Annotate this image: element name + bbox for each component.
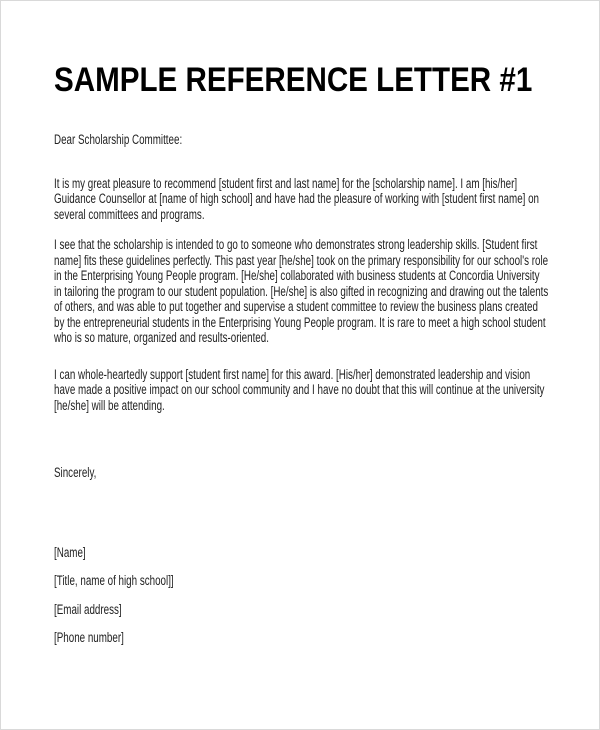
closing: Sincerely, xyxy=(54,465,97,480)
signature-email-placeholder: [Email address] xyxy=(54,601,122,617)
signature-phone-placeholder: [Phone number] xyxy=(54,630,124,645)
signature-name-placeholder: [Name] xyxy=(54,544,86,560)
letter-body xyxy=(54,132,548,646)
paragraph-leadership: I see that the scholarship is intended to go to someone who demonstrates strong leadership skills. [Student first name] fits these guidelines perfectly. This past year [he/she] took on the primary responsibility for our school's role in the Enterprising Young People program. [He/she] collaborated with business students at Concordia University in tailoring the program to our student population. [He/she] is also gifted in recognizing and drawing out the talents of others, and was able to put together and supervise a student committee to review the business plans created by the entrepreneurial students in the Enterprising Young People program. It is rare to meet a high school student who is so mature, organized and results-oriented. xyxy=(54,237,549,345)
page-title: SAMPLE REFERENCE LETTER #1 xyxy=(54,61,533,99)
signature-title-placeholder: [Title, name of high school]] xyxy=(54,573,174,588)
paragraph-endorsement: I can whole-heartedly support [student first name] for this award. [His/her] demonstrated leadership and vision have made a positive impact on our school community and I have no doubt that this will continue at the university [he/she] will be attending. xyxy=(54,366,545,413)
paragraph-introduction: It is my great pleasure to recommend [student first and last name] for the [scholarship name]. I am [his/her] Guidance Counsellor at [name of high school] and have had the pleasure of working with [student first name] on several committees and programs. xyxy=(54,175,540,222)
salutation: Dear Scholarship Committee: xyxy=(54,132,183,147)
